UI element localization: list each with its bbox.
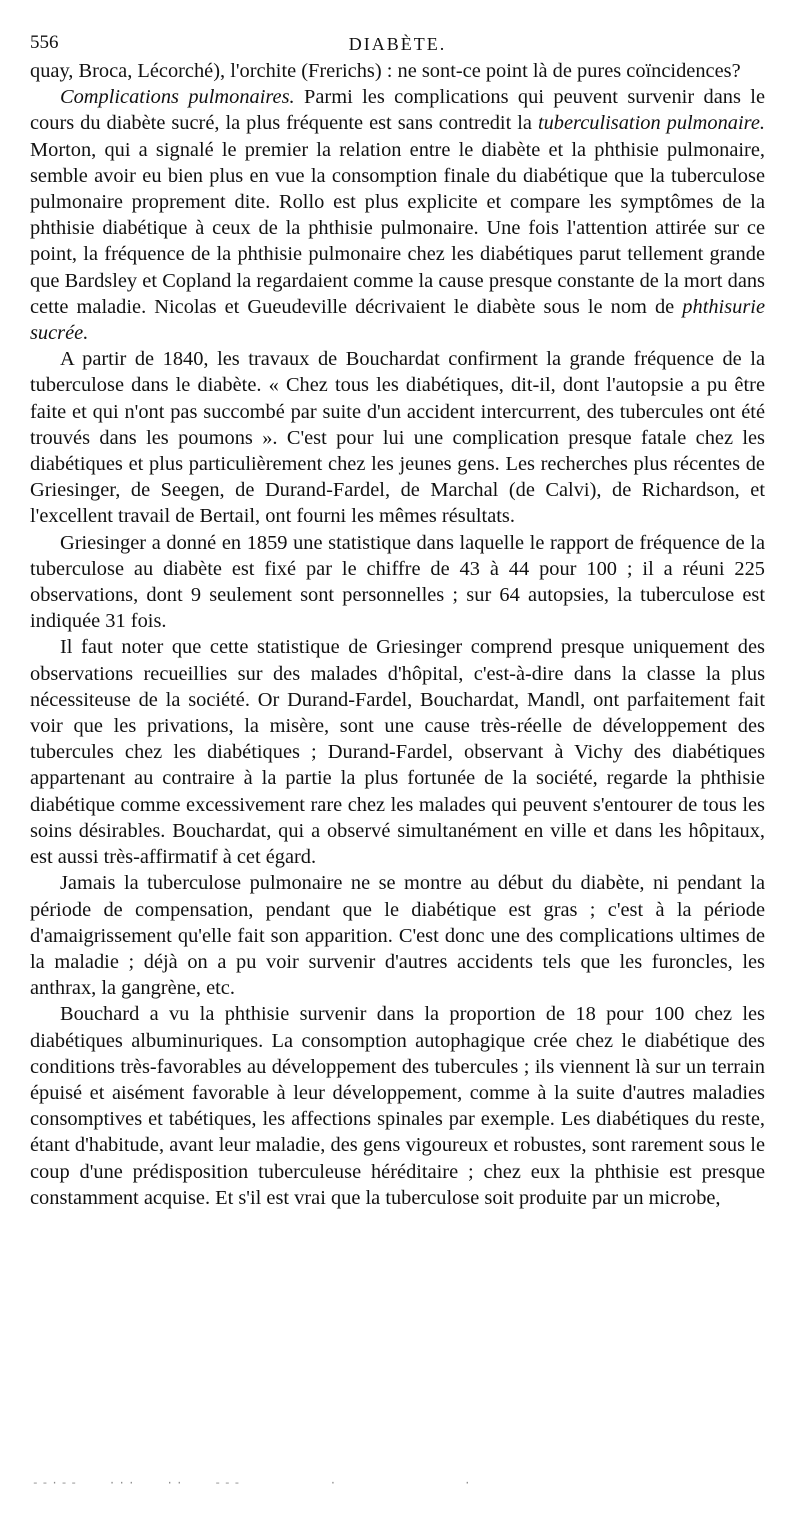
section-heading: Complications pulmonaires. (60, 86, 295, 109)
text-run: Parmi les complications qui peuvent survenir dans le cours du diabète sucré, la plus fréquente est sans contredit la (30, 86, 765, 135)
text-run: Morton, qui a signalé le premier la relation entre le diabète et la phthisie pulmonaire, semble avoir eu bien plus en vue la consomption finale du diabétique que la tuberculose pulmonaire proprement dite. Rollo est plus explicite et compare les symptômes de la phthisie diabétique à ceux de la phthisie pulmonaire. Une fois l'attention attirée sur ce point, la fréquence de la phthisie pulmonaire chez les diabétiques parut tellement grande que Bardsley et Copland la regardaient comme la cause presque constante de la mort dans cette maladie. Nicolas et Gueudeville décrivaient le diabète sous le nom de (30, 138, 765, 318)
text-run: Jamais la tuberculose pulmonaire ne se montre au début du diabète, ni pendant la période de compensation, pendant que le diabétique est gras ; c'est à la période d'amaigrissement qu'elle fait son apparition. C'est donc une des complications ultimes de la maladie ; déjà on a pu voir survenir d'autres accidents tels que les furoncles, les anthrax, la gangrène, etc. (30, 872, 765, 1000)
paragraph (30, 530, 765, 635)
running-head (30, 28, 765, 58)
body-text (30, 58, 765, 1211)
paragraph (30, 634, 765, 870)
text-run: Griesinger a donné en 1859 une statistique dans laquelle le rapport de fréquence de la tuberculose au diabète est fixé par le chiffre de 43 à 44 pour 100 ; il a réuni 225 observations, dont 9 seulement sont personnelles ; sur 64 autopsies, la tuberculose est indiquée 31 fois. (30, 531, 765, 633)
text-run: quay, Broca, Lécorché), l'orchite (Frerichs) : ne sont-ce point là de pures coïncidences? (30, 60, 741, 82)
page-number: 556 (30, 32, 59, 53)
emphasis-term: tuberculisation pulmonaire. (537, 112, 765, 135)
text-run: Bouchard a vu la phthisie survenir dans la proportion de 18 pour 100 chez les diabétiques albuminuriques. La consomption autophagique crée chez le diabétique des conditions très-favorables au développement des tubercules ; ils viennent là sur un terrain épuisé et aisément favorable à leur développement, comme à la suite d'autres maladies consomptives et tabétiques, les affections spinales par exemple. Les diabétiques du reste, étant d'habitude, avant leur maladie, des gens vigoureux et robustes, sont rarement sous le coup d'une prédisposition tuberculeuse héréditaire ; chez eux la phthisie est presque constamment acquise. Et s'il est vrai que la tuberculose soit produite par un microbe, (30, 1003, 765, 1209)
running-title: DIABÈTE. (348, 34, 447, 54)
scan-footer-marks: --·-- ··· ·· --- · · (32, 1478, 474, 1490)
emphasis-term: phthisurie sucrée. (30, 295, 765, 345)
paragraph (30, 346, 765, 529)
document-page (30, 28, 765, 1211)
paragraph (30, 1001, 765, 1211)
text-run: Il faut noter que cette statistique de Griesinger comprend presque uniquement des observations recueillies sur des malades d'hôpital, c'est-à-dire dans la classe la plus nécessiteuse de la société. Or Durand-Fardel, Bouchardat, Mandl, ont parfaitement fait voir que les privations, la misère, sont une cause très-réelle de développement des tubercules chez les diabétiques ; Durand-Fardel, observant à Vichy des diabétiques appartenant au contraire à la partie la plus fortunée de la société, regarde la phthisie diabétique comme excessivement rare chez les malades qui peuvent s'entourer de tous les soins désirables. Bouchardat, qui a observé simultanément en ville et dans les hôpitaux, est aussi très-affirmatif à cet égard. (30, 636, 765, 869)
text-run: A partir de 1840, les travaux de Bouchardat confirment la grande fréquence de la tuberculose dans le diabète. « Chez tous les diabétiques, dit-il, dont l'autopsie a pu être faite et qui n'ont pas succombé par suite d'un accident intercurrent, des tubercules ont été trouvés dans les poumons ». C'est pour lui une complication presque fatale chez les diabétiques et plus particulièrement chez les jeunes gens. Les recherches plus récentes de Griesinger, de Seegen, de Durand-Fardel, de Marchal (de Calvi), de Richardson, et l'excellent travail de Bertail, ont fourni les mêmes résultats. (30, 348, 765, 528)
paragraph (30, 84, 765, 346)
paragraph (30, 58, 765, 84)
paragraph (30, 870, 765, 1001)
